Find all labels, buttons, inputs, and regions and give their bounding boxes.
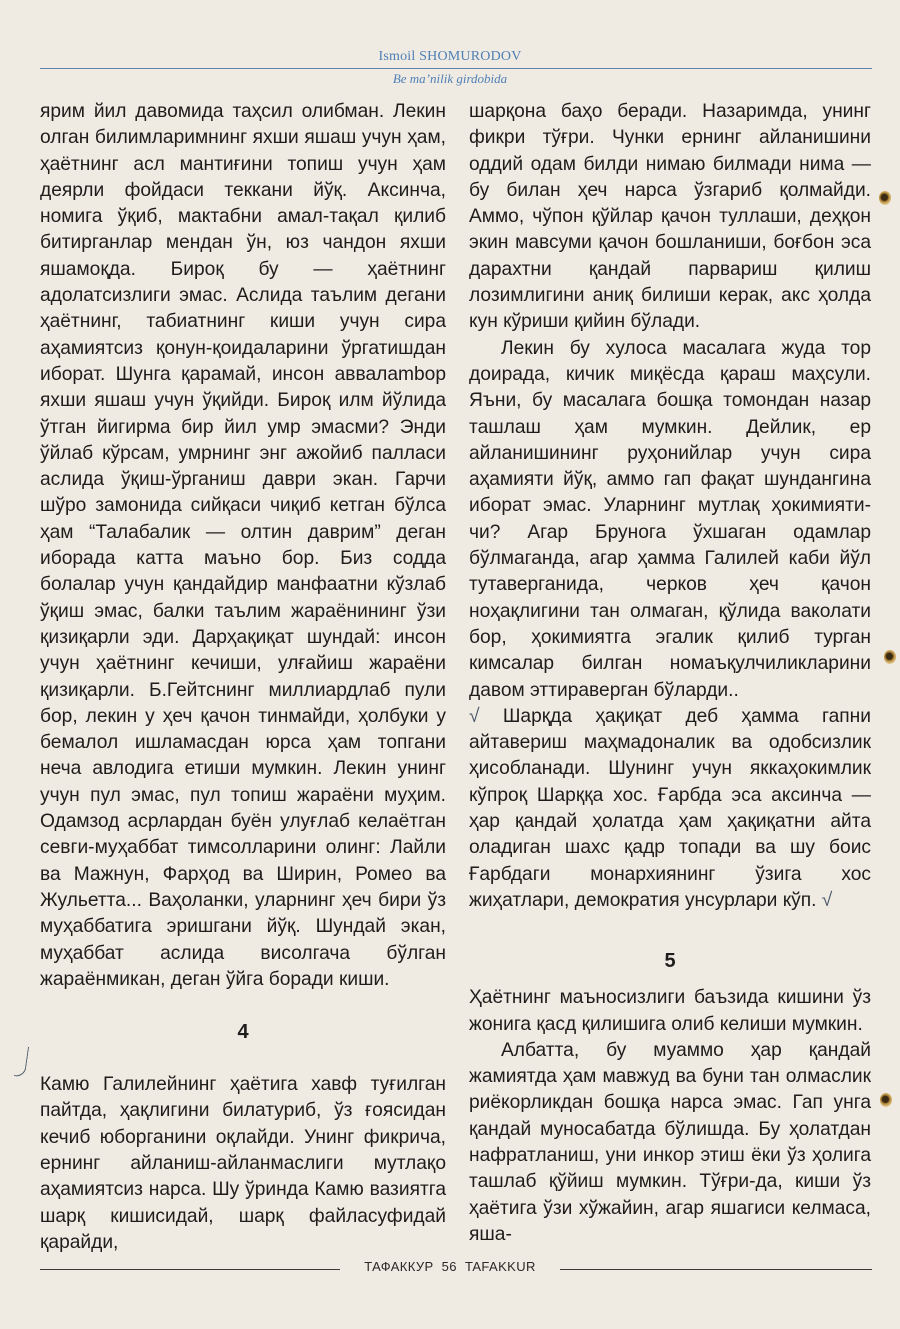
right-column <box>469 99 871 1248</box>
check-mark-icon: √ <box>469 705 480 727</box>
footer-magazine-cyrillic: ТАФАККУР <box>364 1259 434 1274</box>
footer-magazine-latin: TAFAKKUR <box>464 1259 536 1274</box>
binder-hole-top <box>879 191 891 205</box>
header-rule <box>40 68 872 69</box>
binder-hole-middle <box>884 650 896 664</box>
running-header-author: Ismoil SHOMURODOV <box>378 49 522 64</box>
margin-pencil-mark <box>14 1045 29 1077</box>
page-number: 56 <box>441 1259 457 1274</box>
body-paragraph: Албатта, бу муаммо ҳар қандай жамиятда ҳам мавжуд ва буни тан олмаслик риёкорликдан бошқа нарса эмас. Гап унга қандай муносабатда бўлишда. Бу ҳолатдан нафратланиш, уни инкор этиш ёки ўз ҳолига ташлаб қўйиш мумкин. Тўғри-да, киши ўз ҳаётига ўзи хўжайин, агар яшагиси келмаса, яша- <box>469 1039 871 1245</box>
page-footer <box>340 1259 560 1274</box>
body-paragraph: Ҳаётнинг маъносизлиги баъзида кишини ўз жонига қасд қилишига олиб келиши мумкин. <box>469 987 871 1035</box>
left-column <box>40 99 446 1256</box>
body-paragraph: Лекин бу хулоса масалага жуда тор доирада, кичик миқёсда қараш маҳсули. Яъни, бу масалага бошқа томондан назар ташлаш ҳам мумкин. Дейлик, ер айланишининг руҳонийлар учун сира аҳамияти йўқ, аммо гап фақат шундангина иборат эмас. Уларнинг мутлақ ҳокимияти-чи? Агар Брунога ўхшаган одамлар бўлмаганда, агар ҳамма Галилей каби йўл тутаверганида, черков ҳеч қачон ноҳақлигини тан олмаган, қўлида ваколати бор, ҳокимиятга эгалик қилиб турган кимсалар билган номаъқулчиликларини давом эттираверган бўларди.. <box>469 337 871 701</box>
binder-hole-bottom <box>880 1093 892 1107</box>
body-paragraph: шарқона баҳо беради. Назаримда, унинг фикри тўғри. Чунки ернинг айланишини оддий одам билди нимаю билмади нима — бу билан ҳеч нарса ўзгариб қолмайди. Аммо, чўпон қўйлар қачон туллаши, деҳқон экин мавсуми қачон бошланиши, боғбон эса дарахтни қандай парвариш қилиш лозимлигини аниқ билиши керак, акс ҳолда кун кўриши қийин бўлади. <box>469 101 871 333</box>
section-number-4: 4 <box>237 1021 249 1044</box>
running-header-title: Be ma’nilik girdobida <box>392 71 508 86</box>
body-paragraph: ярим йил давомида таҳсил олибман. Лекин олган билимларимнинг яхши яшаш учун ҳам, ҳаётнинг асл мантиғини топиш учун ҳам деярли фойдаси теккани йўқ. Аксинча, номига ўқиб, мактабни амал-тақал қилиб битирганлар мендан ўн, юз чандон яхши яшамоқда. Бироқ бу — ҳаётнинг адолатсизлиги эмас. Аслида таълим дегани ҳаётнинг, табиатнинг киши учун сира аҳамиятсиз қонун-қоидаларини ўргатишдан иборат. Шунга қарамай, инсон аввалambор яхши яшаш учун ўқийди. Бироқ илм йўлида ўтган йигирма бир йил умр эмасми? Энди ўйлаб кўрсам, умрнинг энг ажойиб палласи аслида ўқиш-ўрганиш даври экан. Гарчи шўро замонида сийқаси чиқиб кетган бўлса ҳам “Талабалик — олтин даврим” деган иборада катта маъно бор. Биз содда болалар учун қандайдир манфаатни кўзлаб ўқиш эмас, балки таълим жараёнининг ўзи қизиқарли эди. Дарҳақиқат шундай: инсон учун ҳаётнинг кечиши, улғайиш жараёни қизиқарли. Б.Гейтснинг миллиардлаб пули бор, лекин у ҳеч қачон тинмайди, ҳолбуки у бемалол ишламасдан юрса ҳам топгани неча авлодига етиши мумкин. Лекин унинг учун пул эмас, пул топиш жараёни муҳим. Одамзод асрлардан буён улуғлаб келаётган севги-муҳаббат тимсолларини олинг: Лайли ва Мажнун, Фарҳод ва Ширин, Ромео ва Жульетта... Ваҳоланки, уларнинг ҳеч бири ўз муҳаббатига эришгани йўқ. Шундай экан, муҳаббат аслида висолгача бўлган жараёнмикан, деган ўйга боради киши. <box>40 101 446 990</box>
check-mark-icon: √ <box>821 889 833 911</box>
body-paragraph: Камю Галилейнинг ҳаётига хавф туғилган пайтда, ҳақлигини билатуриб, ўз ғоясидан кечиб юборганини оқлайди. Унинг фикрича, ернинг айланиш-айланмаслиги мутлақо аҳамиятсиз нарса. Шу ўринда Камю вазиятга шарқ кишисидай, шарқ файласуфидай қарайди, <box>40 1074 446 1253</box>
footer-rule-left <box>40 1269 340 1270</box>
footer-rule-right <box>560 1269 872 1270</box>
body-paragraph-text: Шарқда ҳақиқат деб ҳамма гапни айтавериш маҳмадоналик ва одобсизлик ҳисобланади. Шунинг учун яккаҳокимлик кўпроқ Шарққа хос. Ғарбда эса аксинча — ҳар қандай ҳолатда ҳам ҳақиқатни айта оладиган шахс қадр топади ва шу боис Ғарбдаги монархиянинг ўзига хос жиҳатлари, демократия унсурлари кўп. <box>469 705 871 911</box>
section-number-5: 5 <box>664 950 676 973</box>
body-paragraph-marked <box>469 704 871 914</box>
